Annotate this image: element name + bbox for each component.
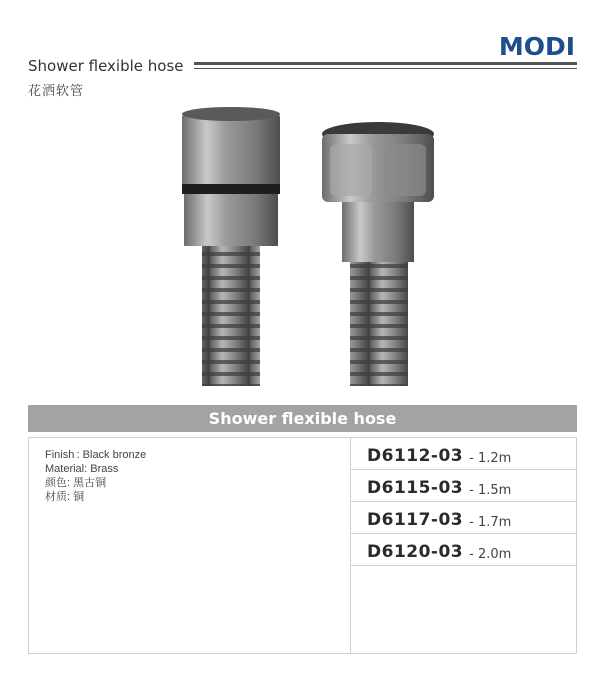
model-row: [351, 470, 576, 502]
model-length: - 2.0m: [469, 547, 512, 562]
model-length: - 1.5m: [469, 483, 512, 498]
product-photo: [170, 100, 450, 386]
page-title: Shower flexible hose: [28, 57, 184, 75]
title-divider: [194, 61, 577, 71]
left-hose-fitting: [182, 107, 280, 386]
spec-material-cn: 材质: 铜: [45, 491, 85, 503]
spec-finish: Finish : Black bronze: [45, 449, 147, 461]
spec-table: [28, 437, 577, 654]
section-band: [28, 405, 577, 432]
model-code: D6115-03: [367, 478, 464, 498]
model-code: D6117-03: [367, 510, 464, 530]
page-title-row: [28, 56, 577, 76]
model-code: D6112-03: [367, 446, 464, 466]
model-code: D6120-03: [367, 542, 464, 562]
brand-logo: MODI: [498, 32, 575, 61]
model-length: - 1.7m: [469, 515, 512, 530]
page-subtitle-cn: 花洒软管: [28, 84, 85, 99]
model-list: [351, 438, 576, 653]
model-row: [351, 438, 576, 470]
spec-finish-cn: 颜色: 黑古铜: [45, 477, 107, 489]
section-band-title: Shower flexible hose: [208, 409, 397, 428]
model-row: [351, 534, 576, 566]
spec-material: Material: Brass: [45, 463, 119, 475]
right-hose-fitting: [322, 122, 434, 386]
model-length: - 1.2m: [469, 451, 512, 466]
model-row: [351, 502, 576, 534]
spec-details: [29, 438, 351, 653]
